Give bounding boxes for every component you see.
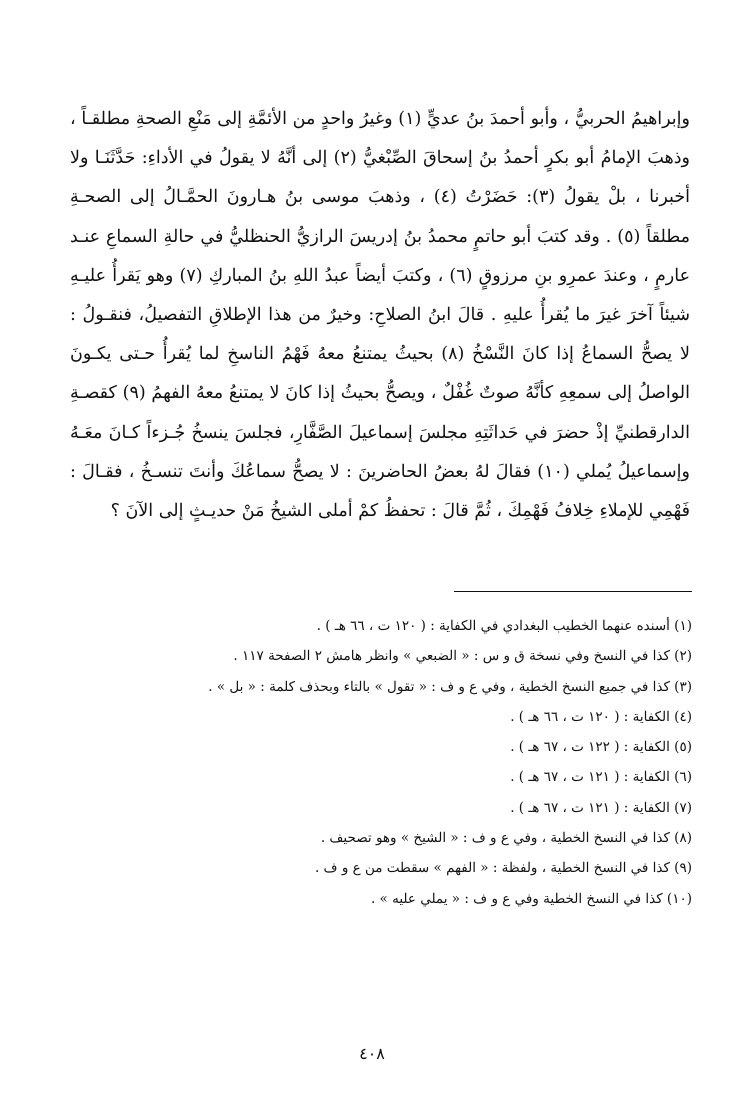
footnote: (٣) كذا في جميع النسخ الخطية ، وفي ع و ف : « تقول » بالتاء وبحذف كلمة : « بل » . (208, 678, 692, 695)
main-text-line: عارمٍ ، وعندَ عمرِو بنِ مرزوقٍ (٦) ، وكتبَ أيضاً عبدُ اللهِ بنُ المباركِ (٧) وهو يَقرأُ عليـهِ (70, 265, 690, 286)
footnote: (١) أسنده عنهما الخطيب البغدادي في الكفاية : ( ١٢٠ ت ، ٦٦ هـ ) . (316, 618, 692, 634)
main-text-line: مطلقاً (٥) . وقد كتبَ أبو حاتمٍ محمدُ بنُ إدريسَ الرازيُّ الحنظليُّ في حالةِ السماعِ عنـد (70, 226, 690, 247)
main-text-line: فَهْمِي للإملاءِ خِلافُ فَهْمِكَ ، ثُمَّ قالَ : تحفظُ كمْ أملى الشيخُ مَنْ حديـثٍ إلى الآنَ ؟ (110, 500, 690, 521)
footnote: (٢) كذا في النسخ وفي نسخة ق و س : « الضبعي » وانظر هامش ٢ الصفحة ١١٧ . (233, 648, 692, 665)
main-text-line: الدارقطنيِّ إذْ حضرَ في حَداثَتِهِ مجلسَ إسماعيلَ الصَّفَّارِ، فجلسَ ينسخُ جُـزءاً كـانَ معَـهُ (70, 422, 690, 443)
footnote: (٦) الكفاية : ( ١٢١ ت ، ٦٧ هـ ) . (510, 769, 692, 786)
footnotes-block (150, 611, 692, 914)
main-text-line: أخبرنا ، بلْ يقولُ (٣): حَضَرْتُ (٤) ، وذهبَ موسى بنُ هـارونَ الحمَّـالُ إلى الصحـةِ (70, 187, 690, 208)
footnote: (٧) الكفاية : ( ١٢١ ت ، ٦٧ هـ ) . (510, 799, 692, 816)
main-text-line: وإسماعيلُ يُملي (١٠) فقالَ لهُ بعضُ الحاضرينَ : لا يصحُّ سماعُكَ وأنتَ تنسـخُ ، فقـالَ : (70, 461, 690, 482)
footnote: (٩) كذا في النسخ الخطية ، ولفظة : « الفهم » سقطت من ع و ف . (314, 860, 692, 877)
footnote: (٥) الكفاية : ( ١٢٢ ت ، ٦٧ هـ ) . (510, 739, 692, 756)
page-number: ٤٠٨ (359, 1044, 385, 1063)
main-text-line: الواصلُ إلى سمعِهِ كأنَّهُ صوتٌ غُفْلٌ ، ويصحُّ بحيثُ إذا كانَ لا يمتنعُ معهُ الفهمُ (٩) كقصـةِ (70, 383, 690, 404)
footnote: (١٠) كذا في النسخ الخطية وفي ع و ف : « يملي عليه » . (370, 890, 692, 907)
main-text-line: لا يصحُّ السماعُ إذا كانَ النَّسْخُ (٨) بحيثُ يمتنعُ معهُ فَهْمُ الناسخِ لما يُقرأُ حـتى يكـونَ (70, 344, 690, 365)
main-text-line: وإبراهيمُ الحربيُّ ، وأبو أحمدَ بنُ عديٍّ (١) وغيرُ واحدٍ من الأئمَّةِ إلى مَنْعِ الصحةِ مطلقـاً ، (70, 109, 690, 129)
main-text-line: وذهبَ الإمامُ أبو بكرٍ أحمدُ بنُ إسحاقَ الصِّبْغيُّ (٢) إلى أنَّهُ لا يقولُ في الأداءِ: حَدَّثَنَـا ولا (70, 148, 690, 169)
footnote: (٨) كذا في النسخ الخطية ، وفي ع و ف : « الشيخ » وهو تصحيف . (320, 830, 692, 847)
main-text-line: شيئاً آخرَ غيرَ ما يُقرأُ عليهِ . قالَ ابنُ الصلاحِ: وخيرٌ من هذا الإطلاقِ التفصيلُ، فنقـولُ : (70, 304, 690, 325)
footnote: (٤) الكفاية : ( ١٢٠ ت ، ٦٦ هـ ) . (510, 708, 692, 725)
footnote-divider (454, 591, 692, 592)
main-text-block (70, 100, 690, 531)
